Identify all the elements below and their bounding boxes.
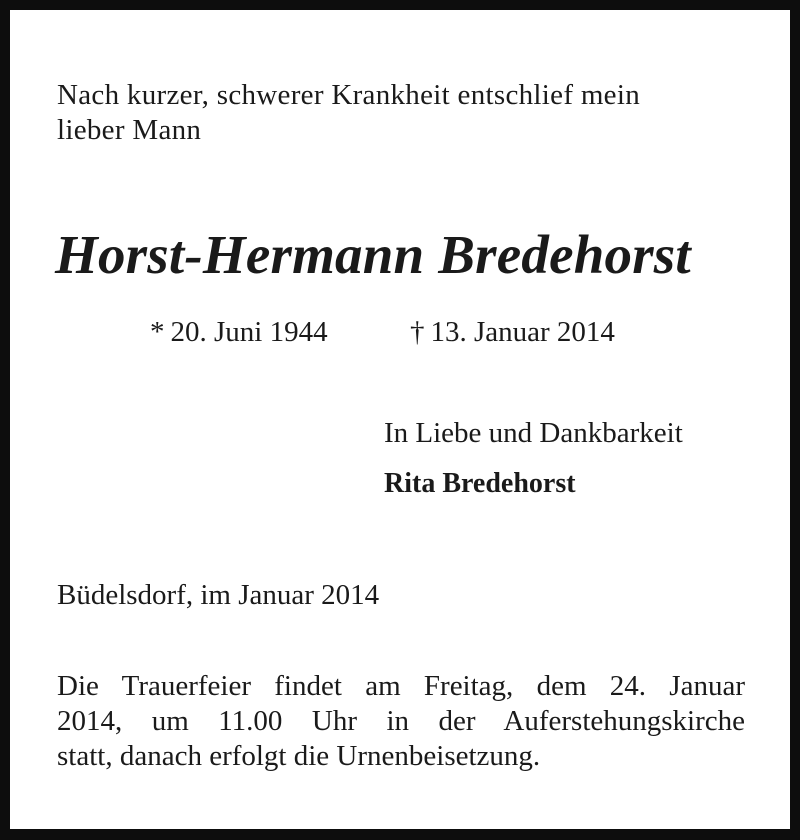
death-date: 13. Januar 2014 bbox=[430, 316, 615, 348]
service-line-2: 2014, um 11.00 Uhr in der Auferstehungskirche bbox=[57, 705, 745, 737]
death-symbol: † bbox=[410, 316, 425, 348]
funeral-service-text bbox=[57, 669, 745, 774]
birth-symbol: * bbox=[150, 316, 165, 348]
signer-name: Rita Bredehorst bbox=[384, 468, 576, 499]
intro-line-1: Nach kurzer, schwerer Krankheit entschlief mein bbox=[57, 79, 641, 111]
intro-text bbox=[57, 78, 757, 148]
birth-date: 20. Juni 1944 bbox=[170, 316, 328, 348]
place-and-date: Büdelsdorf, im Januar 2014 bbox=[57, 579, 380, 611]
closing-phrase: In Liebe und Dankbarkeit bbox=[384, 417, 683, 449]
intro-line-2: lieber Mann bbox=[57, 114, 202, 146]
birth-date-line bbox=[150, 314, 328, 350]
death-date-line bbox=[410, 314, 615, 350]
service-line-1: Die Trauerfeier findet am Freitag, dem 24. Januar bbox=[57, 670, 745, 702]
deceased-name: Horst-Hermann Bredehorst bbox=[55, 224, 691, 285]
service-line-3: statt, danach erfolgt die Urnenbeisetzung. bbox=[57, 740, 541, 772]
